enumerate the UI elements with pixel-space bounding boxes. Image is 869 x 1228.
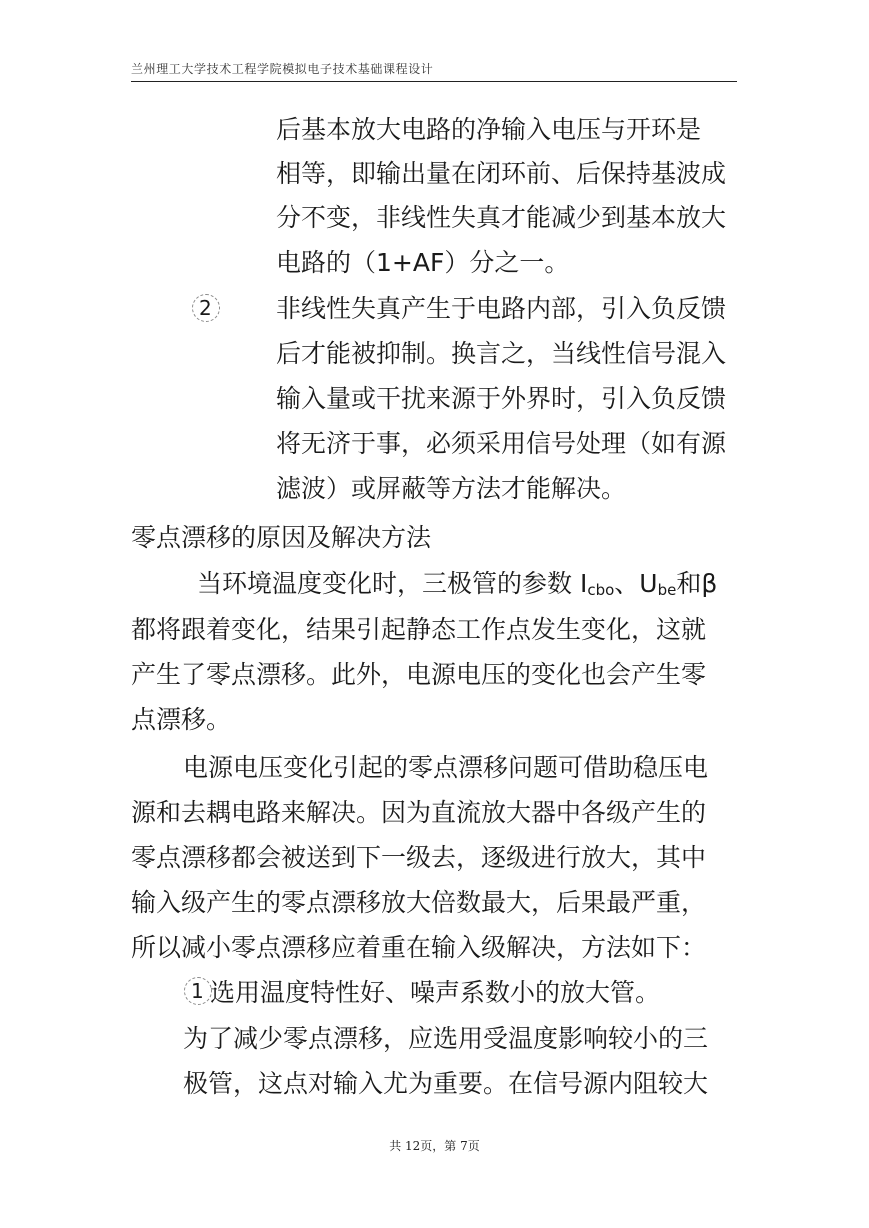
subscript: be xyxy=(657,581,677,599)
page-footer: 共 12页，第 7页 xyxy=(389,1139,480,1153)
item-number: 2 xyxy=(199,296,212,320)
text-line: 后基本放大电路的净输入电压与开环是 xyxy=(276,115,702,144)
text-line: 点漂移。 xyxy=(131,705,232,734)
header-rule xyxy=(131,81,737,82)
text-line: 非线性失真产生于电路内部，引入负反馈 xyxy=(276,294,727,323)
text-line: 所以减小零点漂移应着重在输入级解决，方法如下： xyxy=(131,933,707,962)
text-line: 源和去耦电路来解决。因为直流放大器中各级产生的 xyxy=(131,798,707,827)
text-line: 滤波）或屏蔽等方法才能解决。 xyxy=(276,474,627,503)
page-header: 兰州理工大学技术工程学院模拟电子技术基础课程设计 xyxy=(131,62,434,76)
text-line: 极管，这点对输入尤为重要。在信号源内阻较大 xyxy=(183,1069,709,1098)
text-line: 都将跟着变化，结果引起静态工作点发生变化，这就 xyxy=(131,615,707,644)
text-line: 产生了零点漂移。此外，电源电压的变化也会产生零 xyxy=(131,660,707,689)
text-line: 选用温度特性好、噪声系数小的放大管。 xyxy=(210,978,661,1007)
text-line: 将无济于事，必须采用信号处理（如有源 xyxy=(276,429,727,458)
text-line xyxy=(197,571,717,598)
text-line: 输入量或干扰来源于外界时，引入负反馈 xyxy=(276,384,727,413)
subscript: cbo xyxy=(587,581,615,599)
text-line: 为了减少零点漂移，应选用受温度影响较小的三 xyxy=(183,1024,709,1053)
text-span: 、U xyxy=(614,569,658,598)
text-span: 当环境温度变化时，三极管的参数 I xyxy=(197,569,588,598)
text-line: 输入级产生的零点漂移放大倍数最大，后果最严重， xyxy=(131,888,707,917)
text-line: 电源电压变化引起的零点漂移问题可借助稳压电 xyxy=(183,753,709,782)
section-heading: 零点漂移的原因及解决方法 xyxy=(131,523,432,552)
text-line: 后才能被抑制。换言之，当线性信号混入 xyxy=(276,339,727,368)
text-line: 零点漂移都会被送到下一级去，逐级进行放大，其中 xyxy=(131,843,707,872)
text-line: 电路的（1+AF）分之一。 xyxy=(276,248,570,277)
text-span: 和β xyxy=(676,569,718,598)
item-number: 1 xyxy=(191,979,204,1003)
text-line: 相等，即输出量在闭环前、后保持基波成 xyxy=(276,159,727,188)
text-line: 分不变，非线性失真才能减少到基本放大 xyxy=(276,203,727,232)
